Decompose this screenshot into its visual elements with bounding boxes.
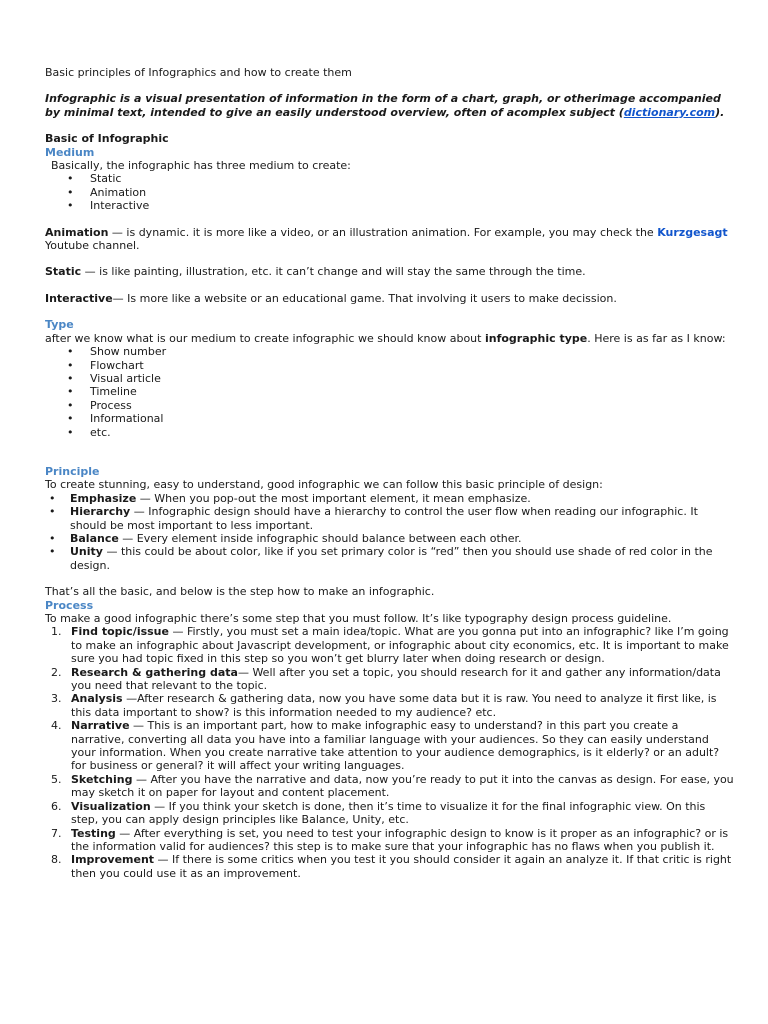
process-step: 2. Research & gathering data— Well after you set a topic, you should research for it and gather any information/data you need that relevant to the topic. <box>51 665 721 693</box>
document-title: Basic principles of Infographics and how to create them <box>45 66 352 79</box>
static-paragraph: Static — is like painting, illustration, etc. it can’t change and will stay the same through the time. <box>45 265 586 279</box>
list-item: • Unity — this could be about color, like if you set primary color is “red” then you should use shade of red color in the design. <box>49 545 713 572</box>
list-item: • Animation <box>67 185 147 199</box>
principle-list <box>45 492 735 572</box>
list-item: • Timeline <box>67 385 137 399</box>
animation-paragraph: Animation — is dynamic. it is more like a video, or an illustration animation. For example, you may check the Kurzgesagt Youtube channel. <box>45 225 728 253</box>
kurzgesagt-link[interactable]: Kurzgesagt <box>657 225 728 239</box>
document-page <box>45 66 735 880</box>
list-item: • Flowchart <box>67 358 144 372</box>
interactive-paragraph: Interactive— Is more like a website or an educational game. That involving it users to make decission. <box>45 291 617 305</box>
medium-heading: Medium <box>45 145 95 159</box>
process-step: 8. Improvement — If there is some critics when you test it you should consider it again an analyze it. If that critic is right then you could use it as an improvement. <box>51 853 732 880</box>
process-step: 7. Testing — After everything is set, you need to test your infographic design to know is it proper as an infographic? or is the information valid for audiences? this step is to make sure that your infographic has no flaws when you publish it. <box>51 826 729 853</box>
list-item: • Static <box>67 172 122 186</box>
principle-intro: To create stunning, easy to understand, good infographic we can follow this basic principle of design: <box>45 478 603 492</box>
type-intro: after we know what is our medium to create infographic we should know about infographic type. Here is as far as I know: <box>45 331 726 345</box>
principle-heading: Principle <box>45 464 100 478</box>
list-item: • Emphasize — When you pop-out the most important element, it mean emphasize. <box>49 491 531 505</box>
basic-heading: Basic of Infographic <box>45 132 169 146</box>
process-steps <box>45 625 735 880</box>
dictionary-link[interactable]: dictionary.com <box>623 105 716 119</box>
process-step: 4. Narrative — This is an important part, how to make infographic easy to understand? in this part you create a narrative, converting all data you have into a familiar language with your audiences. So they can easily understand your information. When you create narrative take attention to your audience demographics, is it elderly? or an adult? for business or general? it will affect your writing languages. <box>51 719 720 773</box>
closing-sentence: That’s all the basic, and below is the step how to make an infographic. <box>45 585 435 599</box>
animation-term: Animation <box>45 225 109 239</box>
type-list <box>45 345 735 439</box>
intro-end: ). <box>715 105 725 119</box>
list-item: • Visual article <box>67 371 161 385</box>
medium-list <box>45 172 735 212</box>
list-item: • Hierarchy — Infographic design should have a hierarchy to control the user flow when reading our infographic. It should be most important to less important. <box>49 505 698 532</box>
process-heading: Process <box>45 598 94 612</box>
interactive-term: Interactive <box>45 291 113 305</box>
process-step: 3. Analysis —After research & gathering data, now you have some data but it is raw. You need to analyze it first like, is this data important to show? is this information needed to my audience? etc. <box>51 692 717 719</box>
process-intro: To make a good infographic there’s some step that you must follow. It’s like typography design process guideline. <box>45 612 672 625</box>
process-step: 1. Find topic/issue — Firstly, you must set a main idea/topic. What are you gonna put into an infographic? like I’m going to make an infographic about Javascript development, or infographic about city economics, etc. It is important to make sure you had topic fixed in this step so you won’t get blurry later when doing research or design. <box>51 625 729 666</box>
list-item: • Interactive <box>67 199 150 213</box>
process-step: 6. Visualization — If you think your sketch is done, then it’s time to visualize it for the final infographic view. On this step, you can apply design principles like Balance, Unity, etc. <box>51 799 706 827</box>
process-step: 5. Sketching — After you have the narrative and data, now you’re ready to put it into the canvas as design. For ease, you may sketch it on paper for layout and content placement. <box>51 772 734 800</box>
list-item: • Process <box>67 398 132 412</box>
list-item: • Show number <box>67 345 167 359</box>
intro-text: Infographic is a visual presentation of information in the form of a chart, graph, or otherimage accompanied by minimal text, intended to give an easily understood overview, often of acomplex subject ( <box>45 92 721 119</box>
static-term: Static <box>45 265 82 279</box>
medium-intro: Basically, the infographic has three medium to create: <box>51 159 351 173</box>
intro-paragraph <box>45 92 735 119</box>
list-item: • Informational <box>67 412 164 426</box>
list-item: • Balance — Every element inside infographic should balance between each other. <box>49 531 522 545</box>
type-heading: Type <box>45 318 74 332</box>
list-item: • etc. <box>67 425 111 439</box>
